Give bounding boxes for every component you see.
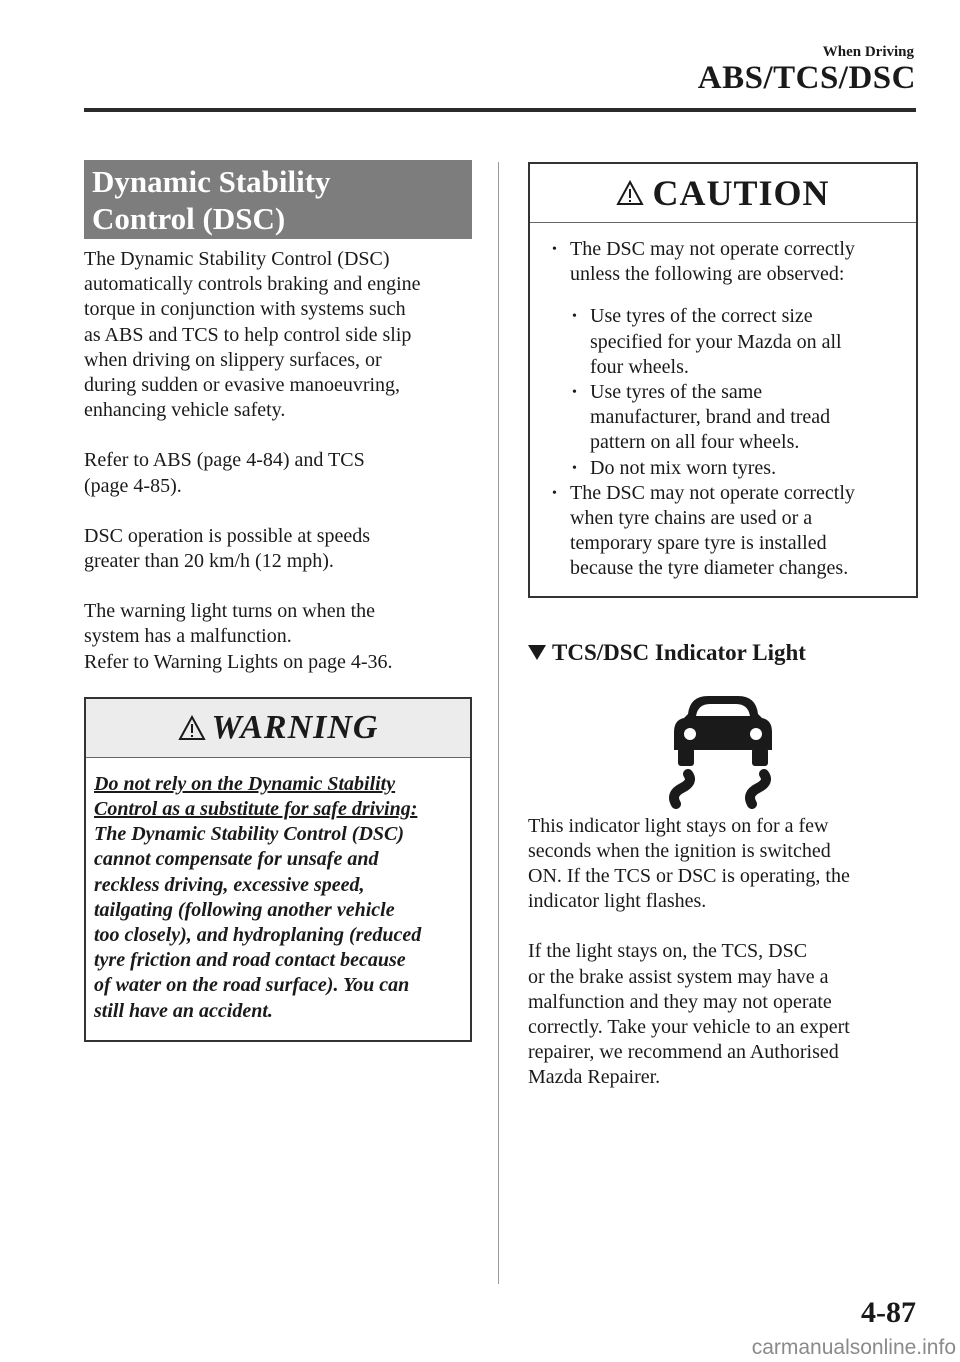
caution-item (548, 237, 906, 287)
heading-line: Control (DSC) (92, 201, 286, 236)
warning-triangle-icon (178, 715, 206, 741)
triangle-down-icon (528, 645, 546, 660)
text-line: (page 4-85). (84, 474, 182, 497)
indicator-image (528, 684, 918, 814)
text-line: DSC operation is possible at speeds (84, 524, 371, 547)
text-line: If the light stays on, the TCS, DSC (528, 940, 808, 963)
caution-subitem (568, 456, 906, 481)
warning-light-paragraph (84, 599, 472, 675)
text-line: when driving on slippery surfaces, or (84, 348, 382, 371)
text-line: cannot compensate for unsafe and (94, 848, 379, 871)
warning-underlined-line: Do not rely on the Dynamic Stability (94, 772, 396, 795)
text-line: four wheels. (590, 355, 689, 378)
text-line: specified for your Mazda on all (590, 330, 842, 353)
caution-body (530, 223, 916, 596)
text-line: of water on the road surface). You can (94, 974, 410, 997)
text-line: system has a malfunction. (84, 625, 292, 648)
text-line: This indicator light stays on for a few (528, 814, 829, 837)
text-line: ON. If the TCS or DSC is operating, the (528, 865, 850, 888)
text-line: too closely), and hydroplaning (reduced (94, 924, 422, 947)
text-line: pattern on all four wheels. (590, 431, 800, 454)
text-line: when tyre chains are used or a (570, 507, 813, 530)
text-line: automatically controls braking and engine (84, 273, 421, 296)
text-line: The warning light turns on when the (84, 600, 376, 623)
text-line: • Do not mix worn tyres. (590, 456, 777, 479)
warning-header (86, 699, 470, 758)
text-line: tailgating (following another vehicle (94, 898, 395, 921)
text-line: still have an accident. (94, 999, 273, 1022)
text-line: because the tyre diameter changes. (570, 557, 849, 580)
left-column (84, 160, 472, 1042)
speed-paragraph (84, 524, 472, 574)
caution-item (548, 481, 906, 582)
caution-triangle-icon (616, 180, 644, 206)
warning-box (84, 697, 472, 1042)
text-line: correctly. Take your vehicle to an expert (528, 1016, 850, 1039)
page-number: 4-87 (861, 1296, 916, 1329)
text-line: • The DSC may not operate correctly (570, 238, 855, 260)
text-line: or the brake assist system may have a (528, 965, 829, 988)
text-line: temporary spare tyre is installed (570, 532, 827, 555)
text-line: unless the following are observed: (570, 263, 845, 286)
text-line: malfunction and they may not operate (528, 990, 832, 1013)
text-line: • Use tyres of the same (590, 381, 763, 404)
text-line: during sudden or evasive manoeuvring, (84, 374, 401, 397)
text-line: torque in conjunction with systems such (84, 298, 406, 321)
intro-paragraph (84, 247, 472, 423)
header-section-label: When Driving (822, 44, 914, 60)
warning-label: WARNING (211, 708, 379, 746)
text-line: manufacturer, brand and tread (590, 406, 831, 429)
text-line: Refer to Warning Lights on page 4-36. (84, 650, 393, 673)
text-line: tyre friction and road contact because (94, 949, 406, 972)
watermark-link[interactable]: carmanualsonline.info (751, 1336, 956, 1359)
column-divider (498, 162, 499, 1284)
text-line: seconds when the ignition is switched (528, 839, 831, 862)
text-line: reckless driving, excessive speed, (94, 873, 365, 896)
text-line: enhancing vehicle safety. (84, 399, 286, 422)
text-line: The Dynamic Stability Control (DSC) (84, 248, 390, 270)
header-rule (84, 108, 916, 112)
header-title: ABS/TCS/DSC (697, 60, 916, 96)
indicator-paragraph (528, 814, 918, 915)
caution-header (530, 164, 916, 223)
warning-underlined-line: Control as a substitute for safe driving: (94, 798, 418, 821)
text-line: Mazda Repairer. (528, 1066, 661, 1089)
caution-label: CAUTION (652, 173, 830, 213)
text-line: • The DSC may not operate correctly (570, 481, 855, 504)
text-line: indicator light flashes. (528, 890, 707, 913)
malfunction-paragraph (528, 939, 918, 1090)
warning-body (86, 758, 470, 1040)
section-heading (84, 160, 472, 239)
text-line: as ABS and TCS to help control side slip (84, 323, 412, 346)
text-line: • Use tyres of the correct size (590, 305, 813, 328)
caution-subitem (568, 380, 906, 456)
caution-subitem (568, 304, 906, 380)
text-line: The Dynamic Stability Control (DSC) (94, 823, 405, 846)
indicator-subheading (528, 640, 918, 666)
right-column (528, 162, 918, 1091)
subheading-text: TCS/DSC Indicator Light (552, 639, 806, 665)
text-line: Refer to ABS (page 4-84) and TCS (84, 449, 365, 472)
text-line: greater than 20 km/h (12 mph). (84, 550, 334, 573)
text-line: repairer, we recommend an Authorised (528, 1041, 839, 1064)
heading-line: Dynamic Stability (92, 164, 331, 199)
skidding-car-icon (648, 684, 798, 809)
reference-paragraph (84, 448, 472, 498)
caution-box (528, 162, 918, 598)
